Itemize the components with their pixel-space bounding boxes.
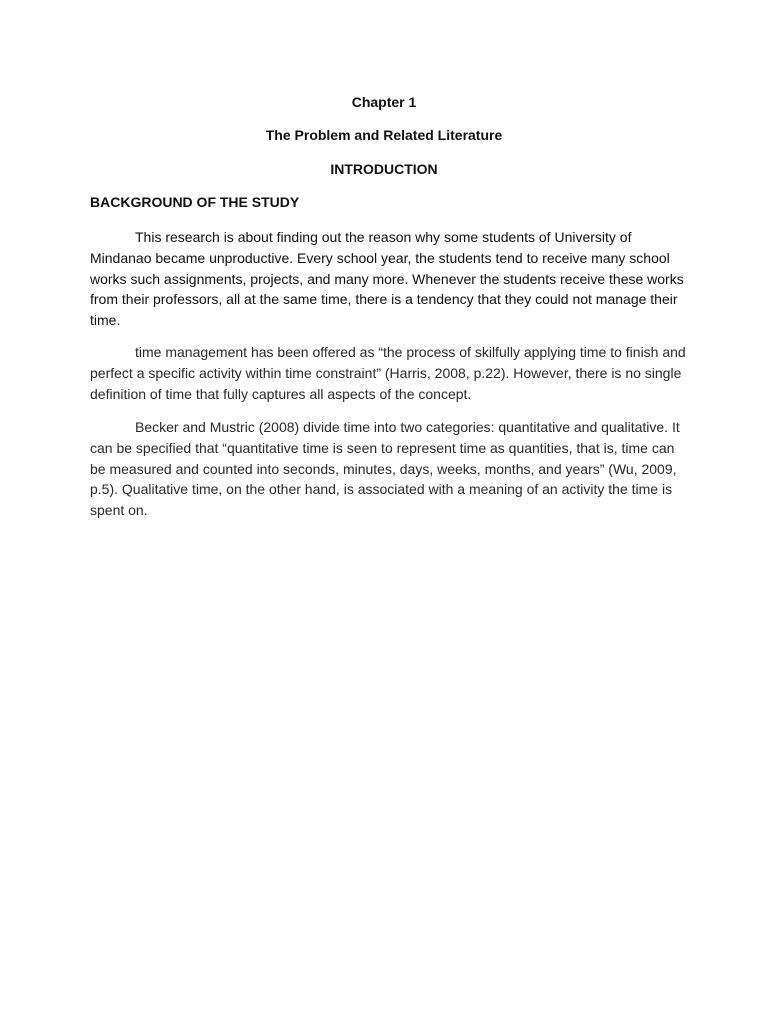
paragraph: This research is about finding out the reason why some students of University of Mindanao became unproductive. Every school year, the students tend to receive many school works such assignments, projects, and many more. Whenever the students receive these works from their professors, all at the same time, there is a tendency that they could not manage their time.	[90, 229, 684, 329]
paragraph: time management has been offered as “the process of skilfully applying time to finish and perfect a specific activity within time constraint” (Harris, 2008, p.22). However, there is no single definition of time that fully captures all aspects of the concept.	[90, 344, 686, 402]
section-title: INTRODUCTION	[330, 161, 438, 177]
paragraph: Becker and Mustric (2008) divide time into two categories: quantitative and qualitative. It can be specified that “quantitative time is seen to represent time as quantities, that is, time can be measured and counted into seconds, minutes, days, weeks, months, and years” (Wu, 2009, p.5). Qualitative time, on the other hand, is associated with a meaning of an activity the time is spent on.	[90, 419, 680, 519]
chapter-title: The Problem and Related Literature	[265, 127, 503, 143]
section-heading: BACKGROUND OF THE STUDY	[90, 194, 300, 210]
chapter-label: Chapter 1	[351, 94, 417, 110]
